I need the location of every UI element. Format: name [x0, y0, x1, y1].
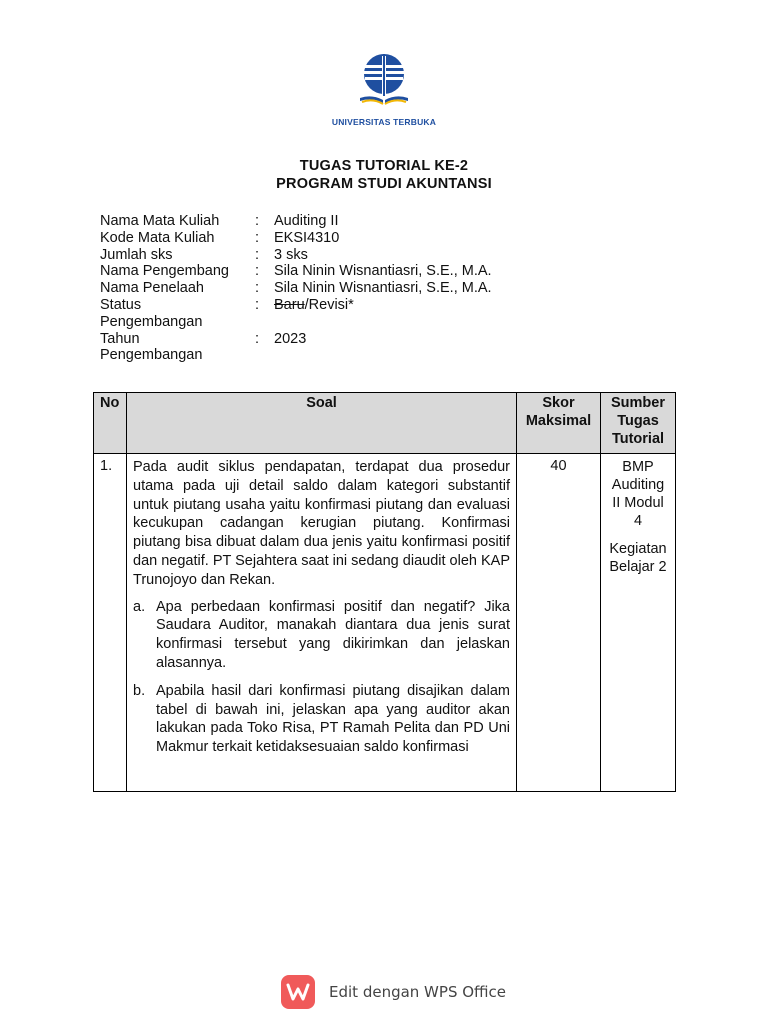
header-skor [517, 393, 601, 454]
table-header-row [94, 393, 676, 454]
course-info-row [100, 230, 492, 247]
source-line: 4 [633, 513, 643, 529]
info-value: Auditing II [274, 213, 339, 229]
source-line: Auditing [611, 477, 665, 493]
tutorial-source [601, 454, 676, 792]
wps-edit-text: Edit dengan WPS Office [329, 983, 507, 1001]
document-title: TUGAS TUTORIAL KE-2 [299, 158, 469, 174]
sub-question [133, 682, 510, 757]
info-label: Nama Mata Kuliah [100, 213, 220, 229]
info-label-line2: Pengembangan [100, 347, 203, 364]
info-colon: : [255, 263, 260, 280]
info-label: Nama Penelaah [100, 280, 204, 297]
wps-office-icon [281, 975, 315, 1009]
info-colon: : [255, 330, 260, 347]
info-label [100, 331, 255, 365]
info-label-line2: Pengembangan [100, 313, 203, 330]
info-label-line1: Status [100, 296, 142, 313]
course-info-row [100, 263, 492, 280]
info-colon: : [255, 229, 260, 246]
wps-edit-link[interactable] [281, 975, 506, 1009]
question-number: 1. [94, 454, 127, 792]
info-colon: : [255, 296, 260, 313]
sub-question [133, 598, 510, 673]
course-info [100, 213, 492, 364]
sub-question-text: Apa perbedaan konfirmasi positif dan negatif? Jika Saudara Auditor, manakah diantara dua jenis surat konfirmasi tersebut yang dikirimkan dan jelaskan alasannya. [156, 598, 510, 671]
source-line: BMP [622, 459, 654, 475]
header-soal: Soal [127, 393, 517, 454]
info-colon: : [255, 213, 260, 229]
course-info-row [100, 247, 492, 264]
info-value: 2023 [274, 330, 307, 347]
header-sumber-line3: Tutorial [611, 431, 665, 447]
source-line: II Modul [612, 495, 664, 511]
header-sumber [601, 393, 676, 454]
program-title: PROGRAM STUDI AKUNTANSI [276, 176, 492, 192]
info-label: Kode Mata Kuliah [100, 229, 215, 246]
source-spacer [603, 530, 673, 540]
university-logo [330, 52, 438, 132]
university-emblem-icon [352, 52, 416, 116]
header-sumber-line2: Tugas [617, 413, 659, 429]
info-value: 3 sks [274, 246, 308, 263]
info-value [274, 297, 354, 331]
info-label [100, 297, 255, 331]
header-skor-line1: Skor [542, 395, 575, 411]
question-table [93, 392, 676, 792]
course-info-row [100, 280, 492, 297]
sub-question-text: Apabila hasil dari konfirmasi piutang disajikan dalam tabel di bawah ini, jelaskan apa yang auditor akan lakukan pada Toko Risa, PT Ramah Pelita dan PD Uni Makmur terkait ketidaksesuaian saldo konfirmasi [156, 682, 510, 756]
course-info-row [100, 297, 492, 331]
info-colon: : [255, 246, 260, 263]
sub-question-marker: b. [133, 682, 146, 699]
logo-text: UNIVERSITAS TERBUKA [331, 117, 437, 127]
info-label-line1: Tahun [100, 330, 140, 347]
question-cell [127, 454, 517, 792]
info-label: Nama Pengembang [100, 263, 229, 280]
header-sumber-line1: Sumber [611, 395, 665, 411]
info-value: EKSI4310 [274, 229, 340, 246]
course-info-row [100, 331, 492, 365]
header-no: No [94, 393, 127, 454]
header-skor-line2: Maksimal [525, 413, 592, 429]
struck-status: Baru [274, 296, 305, 313]
question-intro: Pada audit siklus pendapatan, terdapat dua prosedur utama pada uji detail saldo dalam kategori substantif untuk piutang usaha yaitu konfirmasi piutang dan evaluasi kecukupan cadangan kerugian piutang. Konfirmasi piutang bisa dibuat dalam dua jenis yaitu konfirmasi positif dan negatif. PT Sejahtera saat ini sedang diaudit oleh KAP Trunojoyo dan Rekan. [133, 459, 510, 588]
source-line: Belajar 2 [609, 559, 667, 575]
sub-question-marker: a. [133, 598, 146, 615]
info-value: Sila Ninin Wisnantiasri, S.E., M.A. [274, 263, 492, 280]
max-score: 40 [517, 454, 601, 792]
status-rest: /Revisi* [304, 296, 354, 313]
table-row [94, 454, 676, 792]
info-value: Sila Ninin Wisnantiasri, S.E., M.A. [274, 280, 492, 297]
info-label: Jumlah sks [100, 246, 173, 263]
source-line: Kegiatan [609, 541, 667, 557]
info-colon: : [255, 280, 260, 297]
course-info-row [100, 213, 492, 230]
sub-question-list [133, 598, 510, 757]
